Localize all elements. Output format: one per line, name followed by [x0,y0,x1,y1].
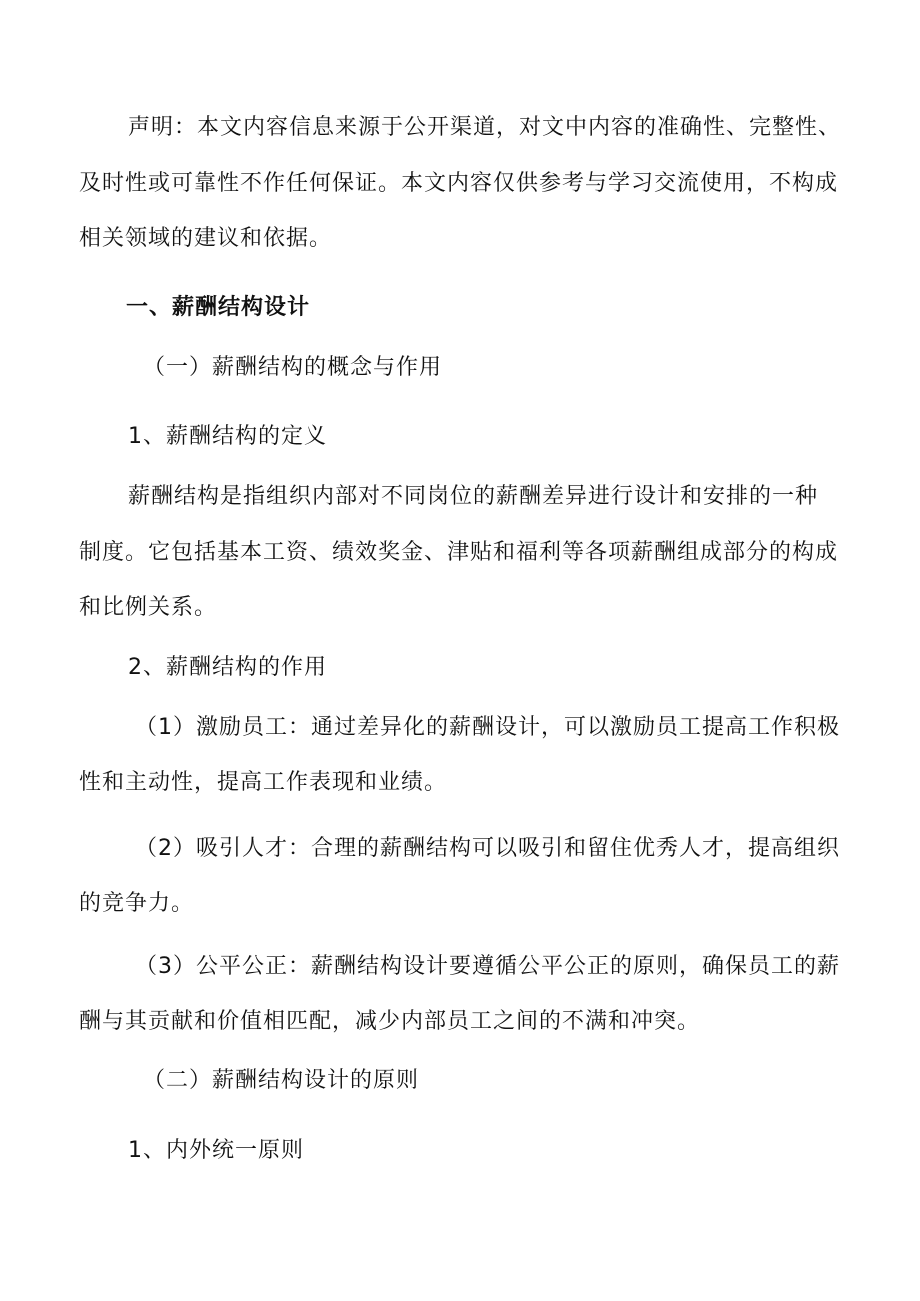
disclaimer-line-3: 相关领域的建议和依据。 [79,226,333,251]
point-2-line-2: 的竞争力。 [79,891,195,916]
subsection-heading-2: （二）薪酬结构设计的原则 [143,1068,420,1093]
point-1-line-2: 性和主动性，提高工作表现和业绩。 [79,770,448,795]
point-1-line-1: （1）激励员工：通过差异化的薪酬设计，可以激励员工提高工作积极 [135,715,840,740]
point-3-line-2: 酬与其贡献和价值相匹配，减少内部员工之间的不满和冲突。 [79,1009,701,1034]
subsection-heading-1: （一）薪酬结构的概念与作用 [143,355,443,380]
disclaimer-line-1: 声明：本文内容信息来源于公开渠道，对文中内容的准确性、完整性、 [128,115,842,140]
item-heading-function: 2、薪酬结构的作用 [128,655,327,680]
definition-paragraph-line-2: 制度。它包括基本工资、绩效奖金、津贴和福利等各项薪酬组成部分的构成 [79,540,839,565]
item-heading-principle: 1、内外统一原则 [128,1138,304,1163]
definition-paragraph-line-3: 和比例关系。 [79,595,218,620]
definition-paragraph-line-1: 薪酬结构是指组织内部对不同岗位的薪酬差异进行设计和安排的一种 [128,484,819,509]
section-heading: 一、薪酬结构设计 [126,295,311,320]
item-heading-definition: 1、薪酬结构的定义 [128,424,327,449]
point-2-line-1: （2）吸引人才：合理的薪酬结构可以吸引和留住优秀人才，提高组织 [135,836,840,861]
point-3-line-1: （3）公平公正：薪酬结构设计要遵循公平公正的原则，确保员工的薪 [135,954,840,979]
disclaimer-line-2: 及时性或可靠性不作任何保证。本文内容仅供参考与学习交流使用，不构成 [79,171,839,196]
